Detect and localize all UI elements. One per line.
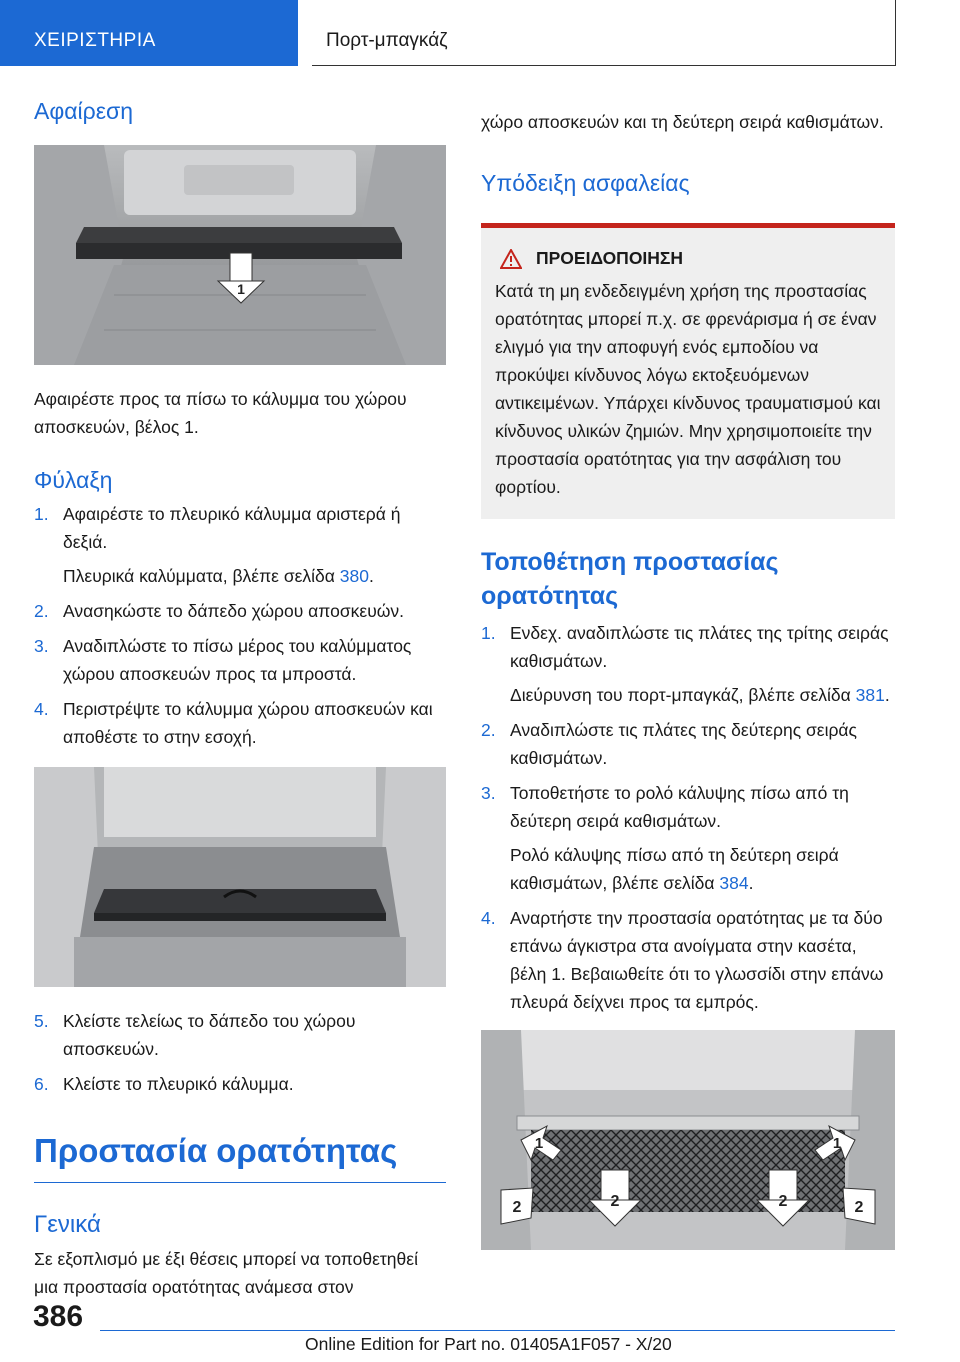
safety-heading: Υπόδειξη ασφαλείας (481, 170, 690, 196)
page-link-384[interactable]: 384 (719, 873, 749, 893)
figure-arrow-label-1: 1 (237, 281, 245, 297)
list-item: 4. Περιστρέψτε το κάλυμμα χώρου αποσκευών και αποθέστε το στην εσοχή. (34, 699, 433, 747)
arrow-2-4 (843, 1188, 875, 1224)
list-item: 3. Τοποθετήστε το ρολό κάλυψης πίσω από τη δεύτερη σειρά καθισμάτων. Ρολό κάλυψης πίσω από τη δεύτερη σειρά καθισμάτων, βλέπε σελίδα 384. (481, 783, 849, 893)
page-link-380[interactable]: 380 (339, 566, 369, 586)
storage-steps (34, 500, 446, 751)
svg-text:1: 1 (832, 1135, 842, 1152)
list-item: 6. Κλείστε το πλευρικό κάλυμμα. (34, 1074, 294, 1094)
install-heading: Τοποθέτηση προστασίας ορατότητας (481, 548, 779, 610)
figure-cover-removal (34, 145, 446, 365)
svg-text:2: 2 (610, 1193, 620, 1210)
storage-heading: Φύλαξη (34, 467, 113, 493)
svg-text:2: 2 (512, 1199, 522, 1216)
removal-heading: Αφαίρεση (34, 98, 133, 124)
left-column (34, 98, 446, 1301)
page-number: 386 (33, 1300, 84, 1333)
footer-rule (100, 1330, 895, 1331)
continued-text: χώρο αποσκευών και τη δεύτερη σειρά καθισμάτων. (481, 112, 884, 132)
list-item: 3. Αναδιπλώστε το πίσω μέρος του καλύμματος χώρου αποσκευών προς τα μπροστά. (34, 636, 412, 684)
page-link-381[interactable]: 381 (855, 685, 885, 705)
list-item: 1. Ενδεχ. αναδιπλώστε τις πλάτες της τρίτης σειράς καθισμάτων. Διεύρυνση του πορτ-μπαγκάζ, βλέπε σελίδα 381. (481, 623, 890, 705)
list-item: 4. Αναρτήστε την προστασία ορατότητας με τα δύο επάνω άγκιστρα στα ανοίγματα στην κασέτα, βέλη 1. Βεβαιωθείτε ότι το γλωσσίδι στην επάνω πλευρά δείχνει προς τα εμπρός. (481, 908, 884, 1012)
warning-triangle-icon (500, 249, 522, 269)
figure-net-installation (481, 1030, 895, 1250)
arrow-2-1 (501, 1188, 533, 1224)
warning-box (481, 228, 895, 519)
general-heading: Γενικά (34, 1211, 101, 1238)
section-tab: ΧΕΙΡΙΣΤΗΡΙΑ (0, 0, 298, 66)
list-item: 1. Αφαιρέστε το πλευρικό κάλυμμα αριστερά ή δεξιά. Πλευρικά καλύμματα, βλέπε σελίδα 380. (34, 504, 401, 586)
list-item: 2. Αναδιπλώστε τις πλάτες της δεύτερης σειράς καθισμάτων. (481, 720, 857, 768)
list-item: 2. Ανασηκώστε το δάπεδο χώρου αποσκευών. (34, 601, 405, 621)
section-heading-visibility: Προστασία ορατότητας (34, 1132, 446, 1183)
removal-text: Αφαιρέστε προς τα πίσω το κάλυμμα του χώρου αποσκευών, βέλος 1. (34, 389, 407, 437)
storage-steps-continued (34, 1007, 446, 1098)
edition-text: Online Edition for Part no. 01405A1F057 - X/20 (305, 1334, 672, 1354)
svg-text:1: 1 (534, 1135, 544, 1152)
chapter-title: Πορτ-μπαγκάζ (312, 0, 896, 66)
warning-text: Κατά τη μη ενδεδειγμένη χρήση της προστασίας ορατότητας μπορεί π.χ. σε φρενάρισμα ή σε έναν ελιγμό για την αποφυγή ενός εμποδίου να προκύψει κίνδυνος λόγω εκτοξευόμενων αντικειμένων. Υπάρχει κίνδυνος τραυματισμού και κίνδυνος υλικών ζημιών. Μην χρησιμοποιείτε την προστασία ορατότητας για την ασφάλιση του φορτίου. (495, 281, 881, 497)
list-item: 5. Κλείστε τελείως το δάπεδο του χώρου αποσκευών. (34, 1011, 356, 1059)
right-column (481, 98, 895, 1250)
install-steps (481, 619, 895, 1016)
general-text: Σε εξοπλισμό με έξι θέσεις μπορεί να τοποθετηθεί μια προστασία ορατότητας ανάμεσα στον (34, 1249, 418, 1297)
svg-text:2: 2 (854, 1199, 864, 1216)
svg-text:2: 2 (778, 1193, 788, 1210)
page-header (0, 0, 960, 66)
warning-title: ΠΡΟΕΙΔΟΠΟΙΗΣΗ (536, 248, 684, 268)
figure-cover-stowed (34, 767, 446, 987)
